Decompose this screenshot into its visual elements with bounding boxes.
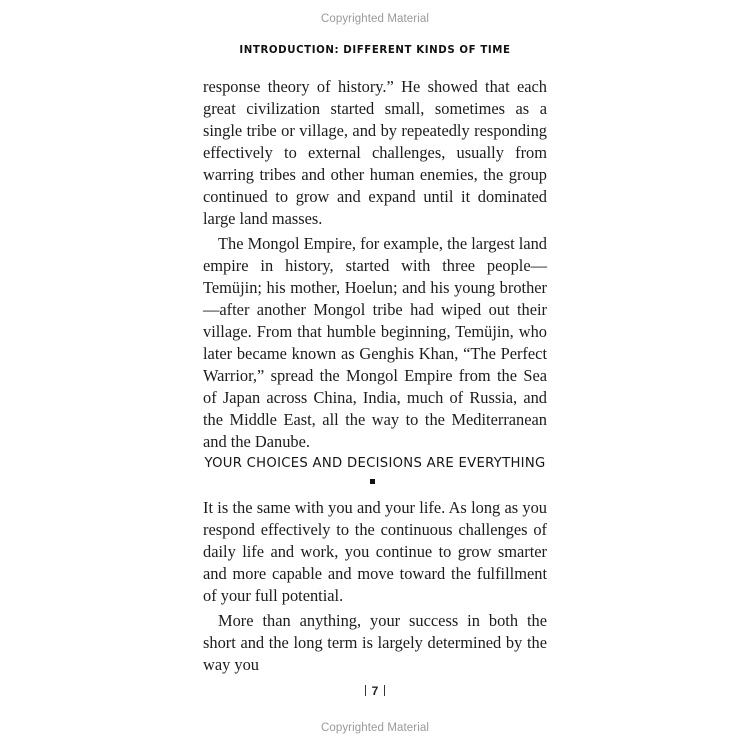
page-number: [0, 684, 750, 698]
square-ornament-icon: [370, 479, 375, 484]
running-head: INTRODUCTION: DIFFERENT KINDS OF TIME: [239, 45, 511, 56]
body-text-bottom: [203, 497, 547, 676]
folio-bar-left: [365, 685, 366, 696]
paragraph: response theory of history.” He showed that each great civilization started small, sometimes as a single tribe or village, and by repeatedly responding effectively to external challenges, usually from warring tribes and other human enemies, the group continued to grow and expand until it dominated large land masses.: [203, 77, 547, 228]
folio-bar-right: [384, 685, 385, 696]
page-number-value: 7: [371, 684, 379, 698]
paragraph: It is the same with you and your life. As long as you respond effectively to the continuous challenges of daily life and work, you continue to grow smarter and more capable and move toward the fulfillment of your full potential.: [203, 498, 547, 605]
paragraph: More than anything, your success in both the short and the long term is largely determined by the way you: [203, 611, 547, 674]
copyright-watermark-bottom: Copyrighted Material: [320, 722, 430, 734]
paragraph: The Mongol Empire, for example, the largest land empire in history, started with three people—Temüjin; his mother, Hoelun; and his young brother—after another Mongol tribe had wiped out their village. From that humble beginning, Temüjin, who later became known as Genghis Khan, “The Perfect Warrior,” spread the Mongol Empire from the Sea of Japan across China, India, much of Russia, and the Middle East, all the way to the Mediterranean and the Danube.: [203, 234, 547, 451]
section-heading: YOUR CHOICES AND DECISIONS ARE EVERYTHING: [204, 456, 546, 471]
body-text-top: [203, 76, 547, 453]
copyright-watermark-top: Copyrighted Material: [320, 13, 430, 25]
